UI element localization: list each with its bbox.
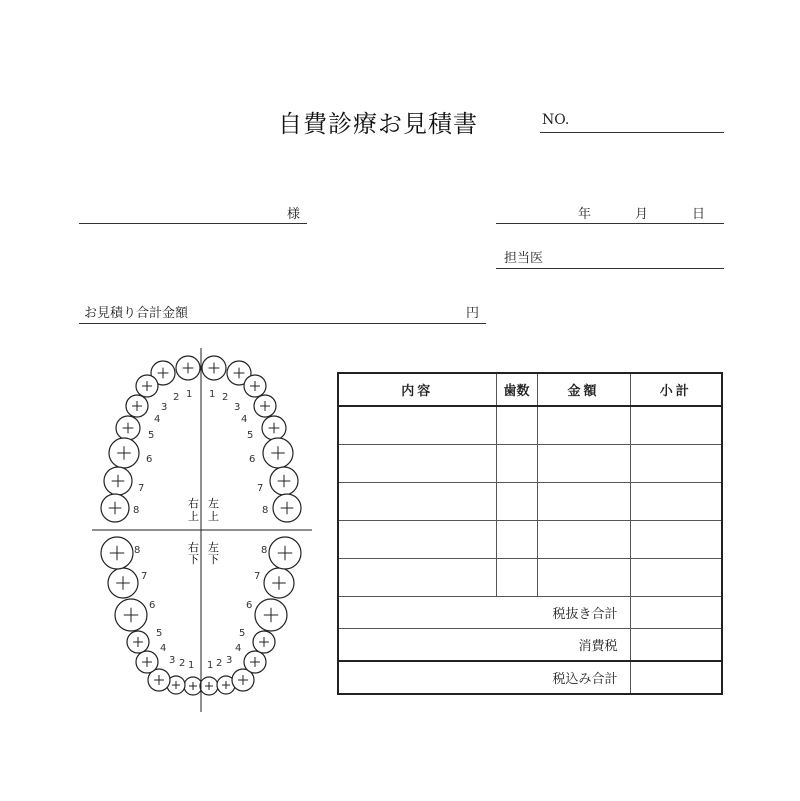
tooth-number-upper-right: 2 (173, 392, 180, 403)
upper-left-char1: 左 (208, 497, 219, 510)
tooth-number-upper-right: 1 (186, 389, 193, 400)
total-amount-line[interactable] (79, 323, 486, 324)
number-line[interactable] (540, 132, 724, 133)
tooth-number-lower-left: 8 (261, 545, 268, 556)
tooth-number-upper-left: 7 (257, 483, 264, 494)
subtotal-cell[interactable] (630, 559, 722, 597)
tooth-number-upper-left: 2 (222, 392, 229, 403)
tooth-count-cell[interactable] (496, 521, 537, 559)
amount-cell[interactable] (537, 406, 630, 445)
tooth-count-cell[interactable] (496, 559, 537, 597)
total-label: お見積り合計金額 (84, 306, 189, 321)
total-unit: 円 (466, 306, 480, 321)
tooth-number-lower-left: 5 (239, 628, 246, 639)
tooth-number-lower-right: 5 (156, 628, 163, 639)
customer-name-line[interactable] (79, 223, 307, 224)
subtotal-value-cell[interactable] (630, 597, 722, 629)
table-row (338, 483, 722, 521)
tooth-number-upper-right: 7 (138, 483, 145, 494)
subtotal-cell[interactable] (630, 406, 722, 445)
date-month: 月 (635, 207, 649, 222)
estimate-table (337, 372, 723, 695)
tooth-number-lower-right: 7 (141, 571, 148, 582)
doctor-line[interactable] (496, 268, 724, 269)
customer-suffix: 様 (287, 207, 301, 222)
document-title: 自費診療お見積書 (278, 110, 478, 138)
date-day: 日 (692, 207, 706, 222)
tooth-number-lower-right: 3 (169, 655, 176, 666)
subtotal-cell[interactable] (630, 483, 722, 521)
table-row (338, 521, 722, 559)
table-row (338, 406, 722, 445)
tooth-number-upper-right: 4 (154, 414, 161, 425)
tooth-number-lower-right: 6 (149, 600, 156, 611)
tooth-number-upper-left: 6 (249, 454, 256, 465)
upper-right-char1: 右 (188, 497, 199, 510)
tooth-number-upper-left: 8 (262, 505, 269, 516)
tooth-number-lower-left: 6 (246, 600, 253, 611)
table-row (338, 559, 722, 597)
content-cell[interactable] (338, 483, 496, 521)
content-cell[interactable] (338, 559, 496, 597)
tax-label: 消費税 (338, 629, 630, 662)
tooth-number-lower-left: 7 (254, 571, 261, 582)
tooth-count-cell[interactable] (496, 445, 537, 483)
tooth-number-lower-left: 1 (207, 660, 214, 671)
grand-total-row (338, 661, 722, 694)
tooth-number-lower-left: 2 (216, 658, 223, 669)
header-amount: 金額 (537, 373, 630, 406)
doctor-label: 担当医 (504, 251, 544, 266)
tooth-number-lower-right: 1 (188, 660, 195, 671)
subtotal-row (338, 597, 722, 629)
table-row (338, 445, 722, 483)
header-content: 内容 (338, 373, 496, 406)
lower-right-char1: 右 (188, 541, 199, 554)
lower-left-char2: 下 (208, 553, 219, 566)
tooth-number-lower-left: 4 (235, 643, 242, 654)
tooth-number-lower-left: 3 (226, 655, 233, 666)
grand-total-label: 税込み合計 (338, 661, 630, 694)
tooth-chart (80, 340, 320, 715)
tooth-number-lower-right: 8 (134, 545, 141, 556)
amount-cell[interactable] (537, 483, 630, 521)
subtotal-cell[interactable] (630, 445, 722, 483)
amount-cell[interactable] (537, 559, 630, 597)
tooth-number-upper-left: 1 (209, 389, 216, 400)
date-line[interactable] (496, 223, 724, 224)
tooth-number-upper-left: 5 (247, 430, 254, 441)
tooth-number-upper-right: 8 (133, 505, 140, 516)
lower-right-char2: 下 (188, 553, 199, 566)
content-cell[interactable] (338, 521, 496, 559)
tax-row (338, 629, 722, 662)
tooth-number-upper-left: 4 (241, 414, 248, 425)
lower-left-char1: 左 (208, 541, 219, 554)
tooth-count-cell[interactable] (496, 483, 537, 521)
amount-cell[interactable] (537, 521, 630, 559)
header-subtotal: 小計 (630, 373, 722, 406)
upper-left-char2: 上 (208, 510, 219, 523)
tooth-number-lower-right: 2 (179, 658, 186, 669)
content-cell[interactable] (338, 406, 496, 445)
tooth-count-cell[interactable] (496, 406, 537, 445)
header-tooth-count: 歯数 (496, 373, 537, 406)
subtotal-label: 税抜き合計 (338, 597, 630, 629)
content-cell[interactable] (338, 445, 496, 483)
tooth-number-lower-right: 4 (160, 643, 167, 654)
tooth-number-upper-left: 3 (234, 402, 241, 413)
amount-cell[interactable] (537, 445, 630, 483)
tooth-number-upper-right: 5 (148, 430, 155, 441)
upper-right-char2: 上 (188, 510, 199, 523)
date-year: 年 (578, 207, 592, 222)
number-label: NO. (542, 112, 570, 128)
tax-value-cell[interactable] (630, 629, 722, 662)
tooth-number-upper-right: 6 (146, 454, 153, 465)
subtotal-cell[interactable] (630, 521, 722, 559)
tooth-number-upper-right: 3 (161, 402, 168, 413)
grand-total-value-cell[interactable] (630, 661, 722, 694)
